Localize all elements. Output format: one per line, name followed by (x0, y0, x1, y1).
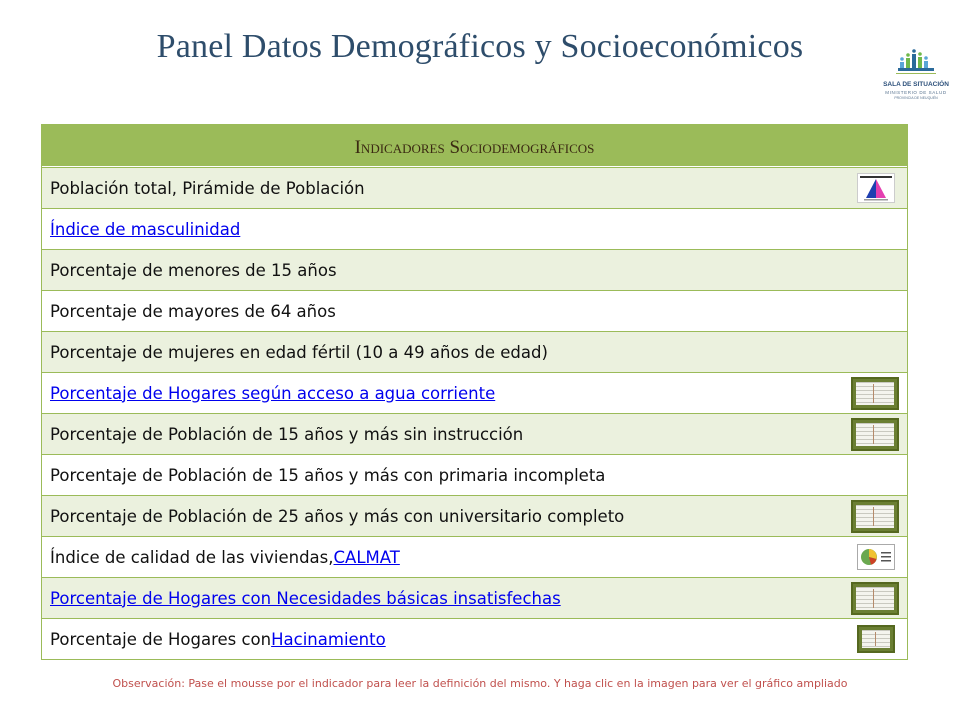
indicator-link[interactable]: Porcentaje de Hogares con Necesidades básicas insatisfechas (50, 588, 561, 608)
table-row (42, 536, 907, 577)
indicator-label[interactable]: Porcentaje de Hogares con (50, 629, 272, 649)
logo-subtitle: MINISTERIO DE SALUD (885, 90, 947, 95)
indicator-link[interactable]: Índice de masculinidad (50, 219, 241, 239)
indicator-label[interactable]: Porcentaje de mayores de 64 años (50, 301, 336, 321)
table-row (42, 249, 907, 290)
indicator-label[interactable]: Porcentaje de menores de 15 años (50, 260, 337, 280)
people-silhouettes-logo-icon (880, 48, 952, 82)
table-thumbnail[interactable] (857, 625, 895, 653)
indicator-link[interactable]: Porcentaje de Hogares según acceso a agua corriente (50, 383, 496, 403)
table-row (42, 167, 907, 208)
table-row (42, 618, 907, 659)
table-row (42, 454, 907, 495)
indicator-label[interactable]: Población total, Pirámide de Población (50, 178, 365, 198)
table-row (42, 208, 907, 249)
page-title: Panel Datos Demográficos y Socioeconómicos (156, 28, 804, 65)
indicator-label[interactable]: Porcentaje de Población de 15 años y más sin instrucción (50, 424, 524, 444)
indicators-table (41, 124, 908, 660)
logo-name: SALA DE SITUACIÓN (883, 81, 949, 88)
table-row (42, 331, 907, 372)
table-thumbnail[interactable] (851, 582, 899, 615)
table-row (42, 290, 907, 331)
table-row (42, 577, 907, 618)
population-pyramid-thumbnail[interactable] (857, 173, 895, 203)
hacinamiento-link[interactable]: Hacinamiento (271, 629, 386, 649)
indicator-label[interactable]: Porcentaje de Población de 25 años y más con universitario completo (50, 506, 625, 526)
table-thumbnail[interactable] (851, 418, 899, 451)
pie-chart-thumbnail[interactable] (857, 544, 895, 570)
footer-note: Observación: Pase el mousse por el indicador para leer la definición del mismo. Y haga clic en la imagen para ver el gráfico ampliado (112, 677, 848, 690)
sala-de-situacion-logo (880, 48, 952, 120)
table-thumbnail[interactable] (851, 500, 899, 533)
table-row (42, 413, 907, 454)
indicator-label[interactable]: Porcentaje de Población de 15 años y más con primaria incompleta (50, 465, 606, 485)
logo-subtitle-2: PROVINCIA DE NEUQUÉN (894, 96, 938, 100)
calmat-link[interactable]: CALMAT (333, 547, 400, 567)
indicator-label[interactable]: Porcentaje de mujeres en edad fértil (10 a 49 años de edad) (50, 342, 548, 362)
table-thumbnail[interactable] (851, 377, 899, 410)
table-row (42, 372, 907, 413)
table-row (42, 495, 907, 536)
table-header: Indicadores Sociodemográficos (42, 125, 907, 167)
indicator-label[interactable]: Índice de calidad de las viviendas, (50, 547, 334, 567)
